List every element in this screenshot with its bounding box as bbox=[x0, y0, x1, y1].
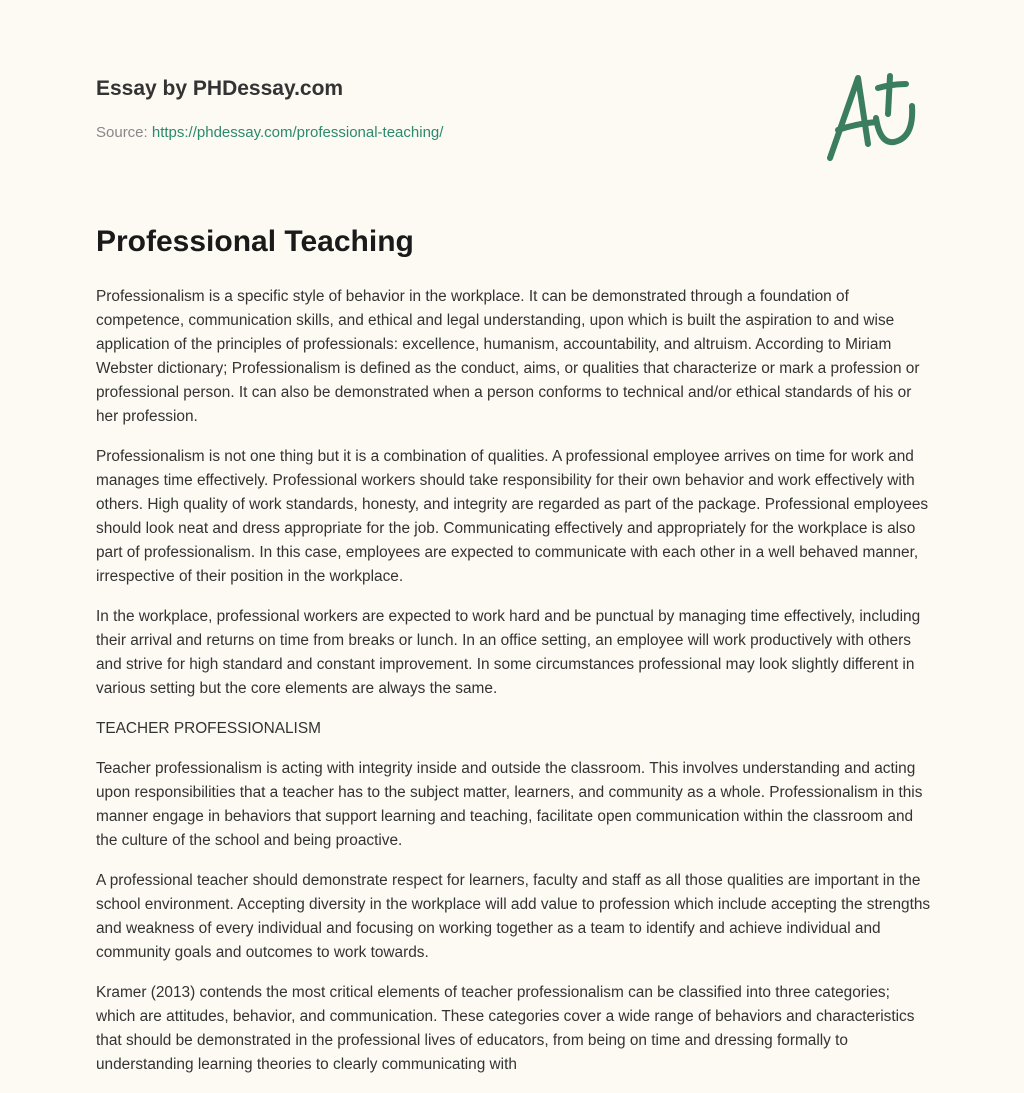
source-label: Source: bbox=[96, 124, 148, 141]
paragraph: A professional teacher should demonstrate respect for learners, faculty and staff as all those qualities are important in the school environment. Accepting diversity in the workplace will add value to profession which include accepting the strengths and weakness of every individual and focusing on working together as a team to identify and achieve individual and community goals and outcomes to work towards. bbox=[96, 872, 931, 961]
paragraph: In the workplace, professional workers are expected to work hard and be punctual by managing time effectively, including their arrival and returns on time from breaks or lunch. In an office setting, an employee will work productively with others and strive for high standard and constant improvement. In some circumstances professional may look slightly different in various setting but the core elements are always the same. bbox=[96, 608, 921, 697]
essay-title: Professional Teaching bbox=[96, 225, 414, 258]
source-line bbox=[96, 124, 443, 141]
paragraph: Professionalism is a specific style of behavior in the workplace. It can be demonstrated through a foundation of competence, communication skills, and ethical and legal understanding, upon which is built the aspiration to and wise application of the principles of professionals: excellence, humanism, accountability, and altruism. According to Miriam Webster dictionary; Professionalism is defined as the conduct, aims, or qualities that characterize or mark a profession or professional person. It can also be demonstrated when a person conforms to technical and/or ethical standards of his or her profession. bbox=[96, 288, 920, 425]
brand-title: Essay by PHDessay.com bbox=[96, 77, 344, 100]
source-link[interactable]: https://phdessay.com/professional-teaching/ bbox=[151, 124, 444, 141]
essay-body bbox=[96, 285, 932, 1093]
paragraph: Teacher professionalism is acting with integrity inside and outside the classroom. This involves understanding and acting upon responsibilities that a teacher has to the subject matter, learners, and community as a whole. Professionalism in this manner engage in behaviors that support learning and teaching, facilitate open communication within the classroom and the culture of the school and being proactive. bbox=[96, 760, 923, 849]
paragraph: Kramer (2013) contends the most critical elements of teacher professionalism can be classified into three categories; which are attitudes, behavior, and communication. These categories cover a wide range of behaviors and characteristics that should be demonstrated in the professional lives of educators, from being on time and dressing formally to understanding learning theories to clearly communicating with bbox=[96, 984, 915, 1073]
section-heading: TEACHER PROFESSIONALISM bbox=[96, 720, 321, 737]
a-plus-logo-icon bbox=[820, 66, 930, 166]
paragraph: Professionalism is not one thing but it is a combination of qualities. A professional employee arrives on time for work and manages time effectively. Professional workers should take responsibility for their own behavior and work effectively with others. High quality of work standards, honesty, and integrity are regarded as part of the package. Professional employees should look neat and dress appropriate for the job. Communicating effectively and appropriately for the workplace is also part of professionalism. In this case, employees are expected to communicate with each other in a well behaved manner, irrespective of their position in the workplace. bbox=[96, 448, 929, 585]
